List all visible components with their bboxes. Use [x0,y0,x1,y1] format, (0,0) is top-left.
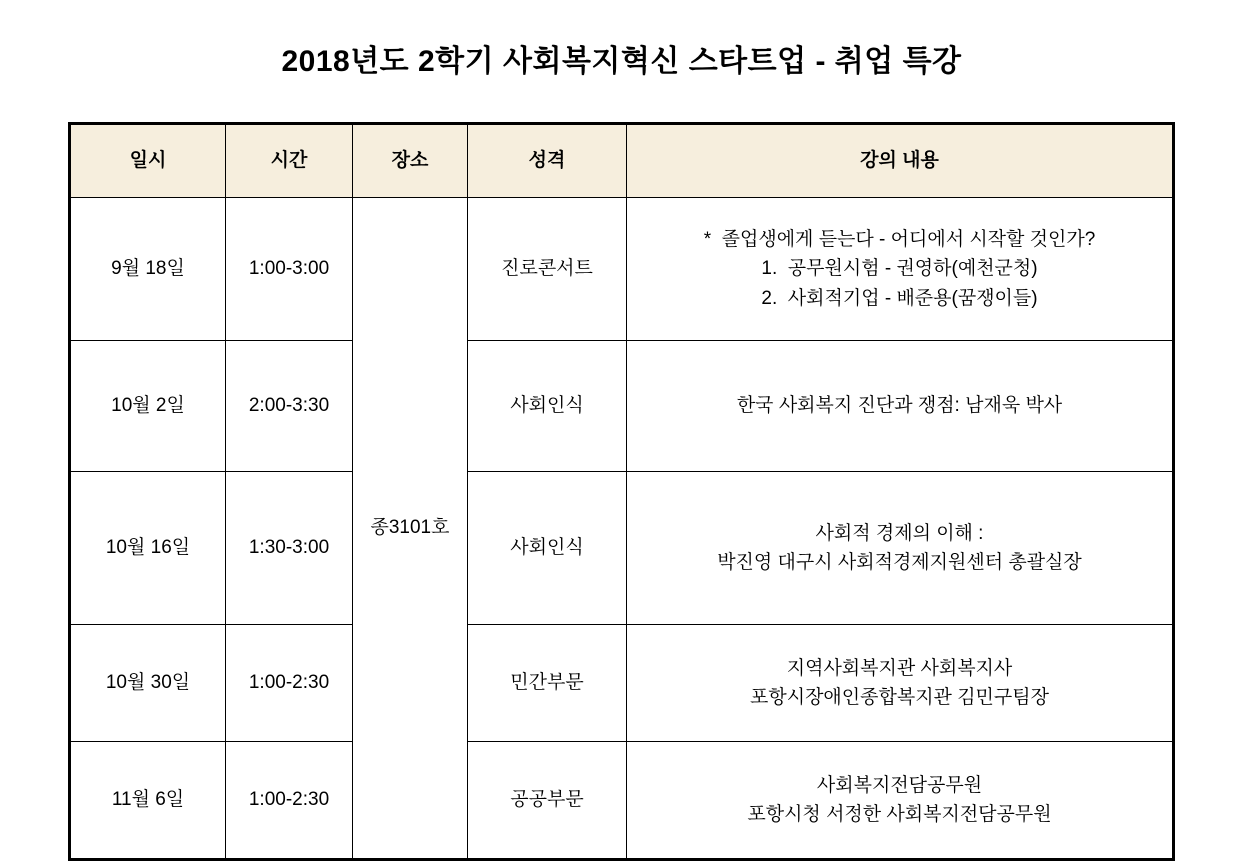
cell-time: 1:00-2:30 [226,625,353,742]
table-row [70,472,1174,625]
cell-time: 1:30-3:00 [226,472,353,625]
cell-date: 10월 2일 [70,341,226,472]
column-header-place: 장소 [353,124,468,198]
schedule-table [68,122,1175,861]
cell-content [627,198,1174,341]
table-row [70,341,1174,472]
schedule-table-container [68,122,1175,861]
content-line: 지역사회복지관 사회복지사 [786,657,1013,679]
table-body [70,198,1174,860]
column-header-content: 강의 내용 [627,124,1174,198]
column-header-time: 시간 [226,124,353,198]
cell-content [627,472,1174,625]
content-line: 포항시장애인종합복지관 김민구팀장 [750,687,1049,708]
column-header-type: 성격 [468,124,627,198]
content-line: 포항시청 서정한 사회복지전담공무원 [747,804,1052,825]
cell-place-merged: 종3101호 [353,198,468,860]
cell-content [627,341,1174,472]
cell-date: 9월 18일 [70,198,226,341]
cell-type: 민간부문 [468,625,627,742]
table-row [70,625,1174,742]
cell-content [627,742,1174,860]
table-row [70,198,1174,341]
content-line: 2. 사회적기업 - 배준용(꿈쟁이들) [761,287,1038,309]
content-line: 박진영 대구시 사회적경제지원센터 총괄실장 [717,552,1082,573]
content-line: * 졸업생에게 듣는다 - 어디에서 시작할 것인가? [703,228,1096,250]
content-line: 1. 공무원시험 - 권영하(예천군청) [761,258,1038,280]
cell-type: 진로콘서트 [468,198,627,341]
content-line: 사회복지전담공무원 [816,774,983,796]
cell-date: 11월 6일 [70,742,226,860]
page-title: 2018년도 2학기 사회복지혁신 스타트업 - 취업 특강 [281,45,962,78]
cell-time: 1:00-2:30 [226,742,353,860]
content-line: 사회적 경제의 이해 : [815,522,984,544]
table-header-row [70,124,1174,198]
cell-type: 공공부문 [468,742,627,860]
column-header-date: 일시 [70,124,226,198]
cell-type: 사회인식 [468,341,627,472]
content-line: 한국 사회복지 진단과 쟁점: 남재욱 박사 [736,395,1063,417]
cell-date: 10월 30일 [70,625,226,742]
cell-content [627,625,1174,742]
table-header [70,124,1174,198]
cell-date: 10월 16일 [70,472,226,625]
cell-time: 1:00-3:00 [226,198,353,341]
table-row [70,742,1174,860]
cell-time: 2:00-3:30 [226,341,353,472]
cell-type: 사회인식 [468,472,627,625]
